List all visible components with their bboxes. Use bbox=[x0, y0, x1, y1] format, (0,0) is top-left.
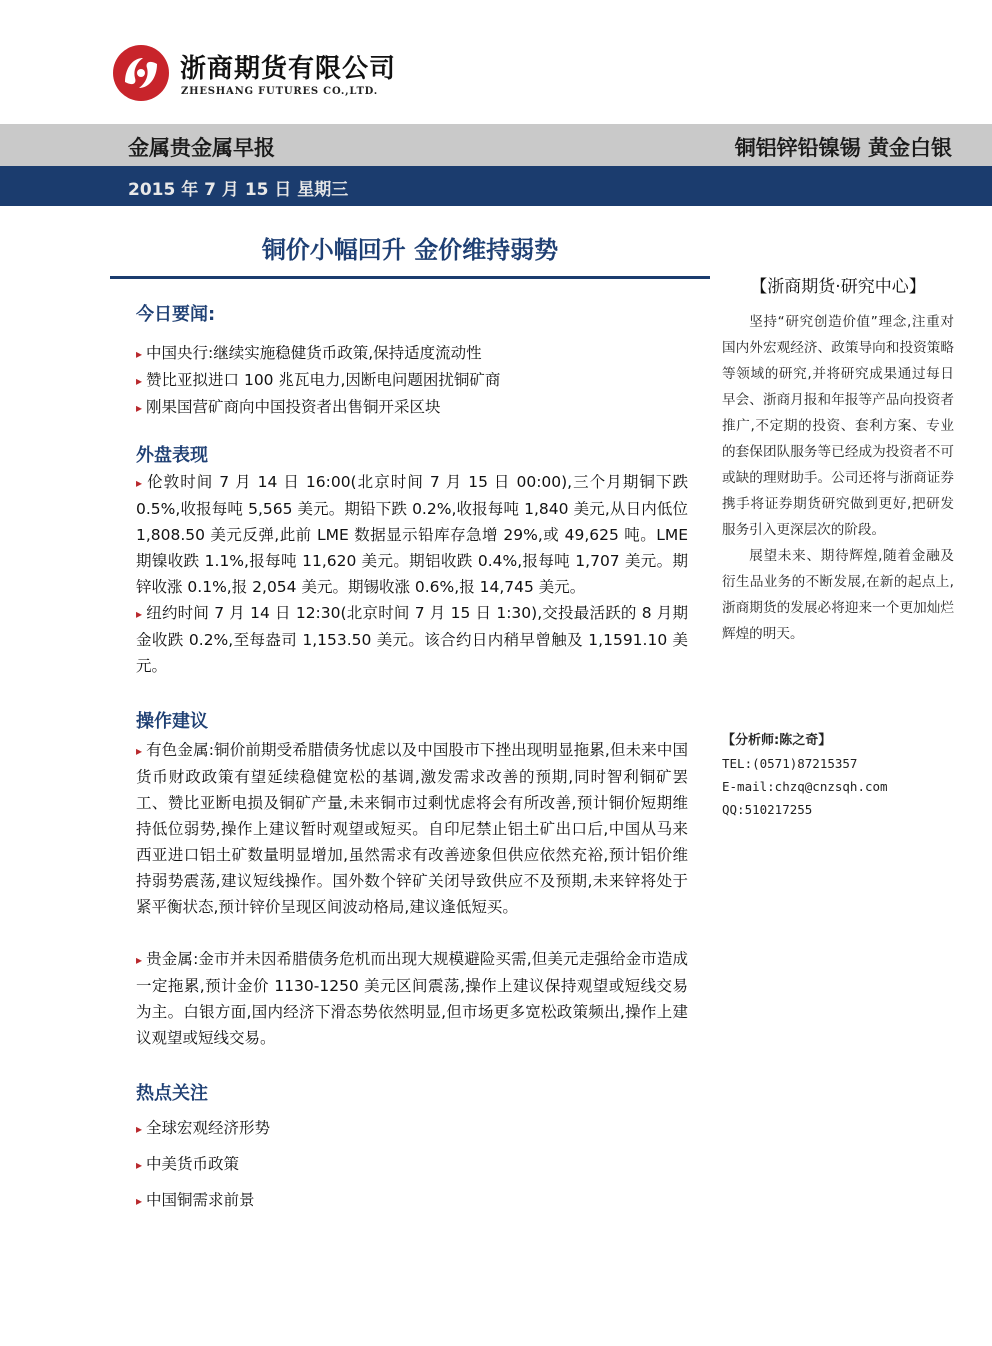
analyst-email: E-mail:chzq@cnzsqh.com bbox=[722, 779, 888, 794]
bullet-arrow-icon: ▸ bbox=[136, 1158, 143, 1172]
hotspot-item bbox=[136, 1187, 688, 1214]
overseas-paragraph bbox=[136, 600, 688, 679]
bullet-arrow-icon: ▸ bbox=[136, 401, 143, 415]
hotspots-section-title: 热点关注 bbox=[136, 1083, 208, 1104]
report-type: 金属贵金属早报 bbox=[128, 136, 275, 160]
news-item-text: 赞比亚拟进口 100 兆瓦电力,因断电问题困扰铜矿商 bbox=[146, 371, 501, 389]
headline: 铜价小幅回升 金价维持弱势 bbox=[261, 236, 559, 264]
hotspot-item bbox=[136, 1151, 688, 1178]
news-item bbox=[136, 394, 688, 421]
research-center-title: 【浙商期货·研究中心】 bbox=[750, 277, 926, 297]
company-name-cn: 浙商期货有限公司 bbox=[180, 54, 397, 84]
analyst-tel: TEL:(0571)87215357 bbox=[722, 756, 858, 771]
analyst-name: 【分析师:陈之奇】 bbox=[722, 733, 832, 748]
bullet-arrow-icon: ▸ bbox=[136, 374, 143, 388]
sidebar-intro-paragraph: 展望未来、期待辉煌,随着金融及衍生品业务的不断发展,在新的起点上,浙商期货的发展必将迎来一个更加灿烂辉煌的明天。 bbox=[722, 548, 954, 642]
hotspot-item-text: 中国铜需求前景 bbox=[146, 1191, 255, 1209]
news-item bbox=[136, 340, 688, 367]
advice-section-title: 操作建议 bbox=[136, 711, 208, 732]
hotspot-item bbox=[136, 1115, 688, 1142]
company-logo bbox=[112, 42, 402, 108]
report-type-band bbox=[0, 124, 992, 166]
advice-paragraph-text: 有色金属:铜价前期受希腊债务忧虑以及中国股市下挫出现明显拖累,但未来中国货币财政政策有望延续稳健宽松的基调,激发需求改善的预期,同时智利铜矿罢工、赞比亚断电损及铜矿产量,未来铜市过剩忧虑将会有所改善,预计铜价短期维持低位弱势,操作上建议暂时观望或短买。自印尼禁止铝土矿出口后,中国从马来西亚进口铝土矿数量明显增加,虽然需求有改善迹象但供应依然充裕,预计铝价维持弱势震荡,建议短线操作。国外数个锌矿关闭导致供应不及预期,未来锌将处于紧平衡状态,预计锌价呈现区间波动格局,建议逢低短买。 bbox=[136, 741, 688, 916]
bullet-arrow-icon: ▸ bbox=[136, 744, 143, 758]
company-name-en: ZHESHANG FUTURES CO.,LTD. bbox=[181, 86, 379, 97]
news-item-text: 刚果国营矿商向中国投资者出售铜开采区块 bbox=[146, 398, 441, 416]
bullet-arrow-icon: ▸ bbox=[136, 476, 143, 490]
zheshang-logo-icon bbox=[112, 44, 170, 102]
overseas-paragraph-text: 纽约时间 7 月 14 日 12:30(北京时间 7 月 15 日 1:30),交投最活跃的 8 月期金收跌 0.2%,至每盎司 1,153.50 美元。该合约日内稍早曾触及 1,1591.10 美元。 bbox=[136, 604, 688, 675]
overseas-paragraph-text: 伦敦时间 7 月 14 日 16:00(北京时间 7 月 15 日 00:00),三个月期铜下跌 0.5%,收报每吨 5,565 美元。期铅下跌 0.2%,收报每吨 1,840 美元,从日内低位 1,808.50 美元反弹,此前 LME 数据显示铅库存急增 29%,或 49,625 吨。LME 期镍收跌 1.1%,报每吨 11,620 美元。期铝收跌 0.4%,报每吨 1,707 美元。期锌收涨 0.1%,报 2,054 美元。期锡收涨 0.6%,报 14,745 美元。 bbox=[136, 473, 688, 596]
hotspot-item-text: 全球宏观经济形势 bbox=[146, 1119, 271, 1137]
hotspot-item-text: 中美货币政策 bbox=[146, 1155, 240, 1173]
overseas-paragraph bbox=[136, 469, 688, 600]
main-column bbox=[136, 300, 688, 1214]
sidebar bbox=[722, 272, 954, 817]
report-date: 2015 年 7 月 15 日 星期三 bbox=[128, 180, 349, 200]
sidebar-intro-paragraph: 坚持“研究创造价值”理念,注重对国内外宏观经济、政策导向和投资策略等领域的研究,并将研究成果通过每日早会、浙商月报和年报等产品向投资者推广,不定期的投资、套利方案、专业的套保团队服务等已经成为投资者不可或缺的理财助手。公司还将与浙商证券携手将证券期货研究做到更好,把研发服务引入更深层次的阶段。 bbox=[722, 314, 954, 538]
bullet-arrow-icon: ▸ bbox=[136, 1194, 143, 1208]
bullet-arrow-icon: ▸ bbox=[136, 347, 143, 361]
headline-rule bbox=[110, 276, 710, 279]
advice-paragraph bbox=[136, 946, 688, 1051]
overseas-section-title: 外盘表现 bbox=[136, 445, 208, 466]
bullet-arrow-icon: ▸ bbox=[136, 1122, 143, 1136]
advice-paragraph-text: 贵金属:金市并未因希腊债务危机而出现大规模避险买需,但美元走强给金市造成一定拖累,预计金价 1130-1250 美元区间震荡,操作上建议保持观望或短线交易为主。白银方面,国内经济下滑态势依然明显,但市场更多宽松政策频出,操作上建议观望或短线交易。 bbox=[136, 950, 688, 1047]
news-section-title: 今日要闻: bbox=[136, 304, 216, 325]
bullet-arrow-icon: ▸ bbox=[136, 953, 143, 967]
news-item-text: 中国央行:继续实施稳健货币政策,保持适度流动性 bbox=[146, 344, 482, 362]
analyst-qq: QQ:510217255 bbox=[722, 802, 813, 817]
bullet-arrow-icon: ▸ bbox=[136, 607, 143, 621]
advice-paragraph bbox=[136, 737, 688, 920]
news-item bbox=[136, 367, 688, 394]
metals-covered: 铜铝锌铅镍锡 黄金白银 bbox=[734, 136, 952, 160]
date-band bbox=[0, 166, 992, 206]
